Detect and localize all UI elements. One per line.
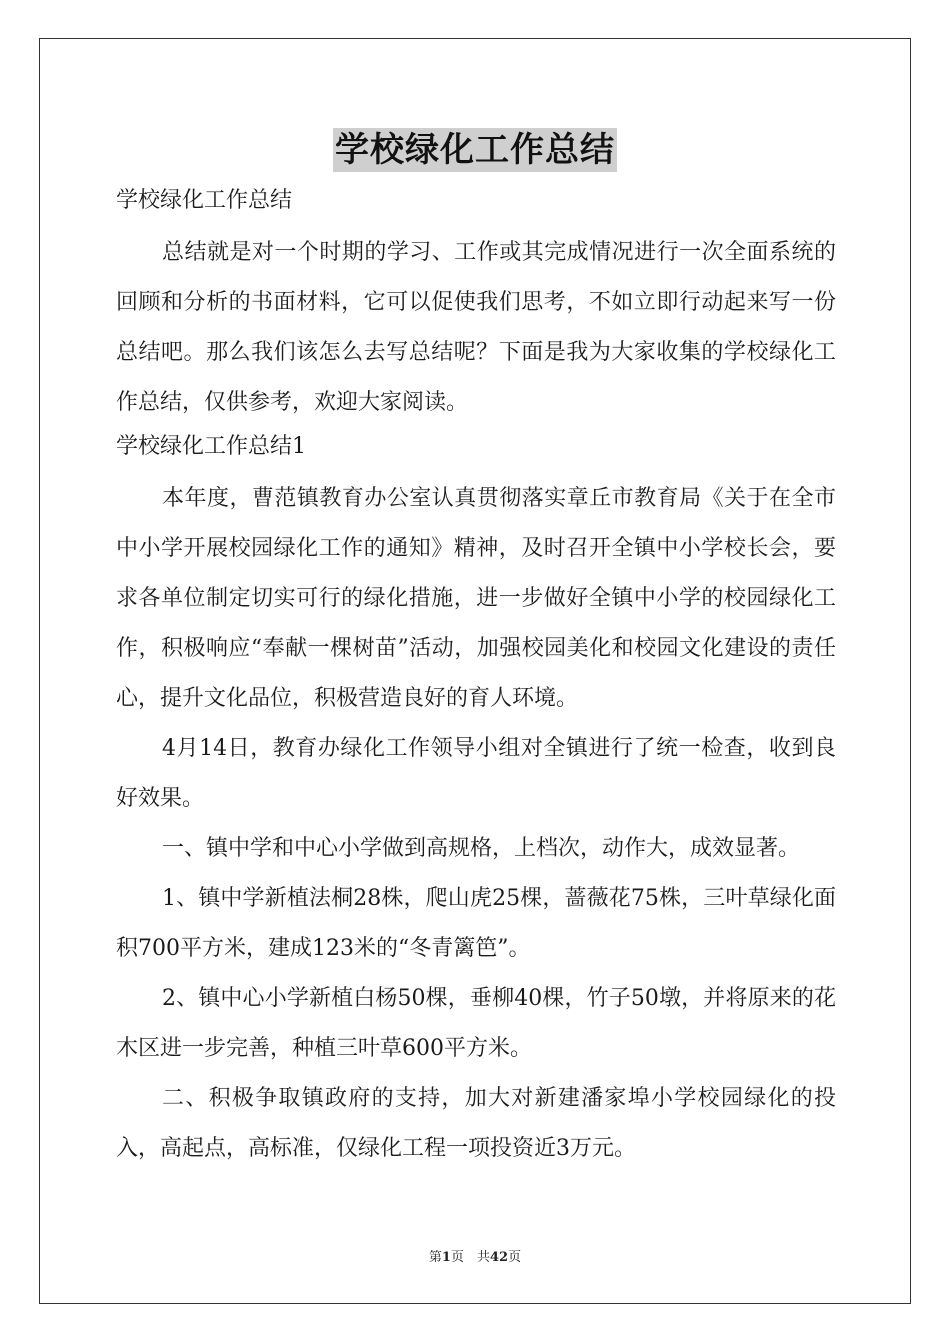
intro-paragraph: 总结就是对一个时期的学习、工作或其完成情况进行一次全面系统的回顾和分析的书面材料，它可以促使我们思考，不如立即行动起来写一份总结吧。那么我们该怎么去写总结呢？下面是我为大家收集的学校绿化工作总结，仅供参考，欢迎大家阅读。 [116,240,836,415]
document-body [116,186,836,1174]
subheading-intro: 学校绿化工作总结 [116,188,293,213]
footer-prefix: 第 [428,1250,442,1265]
footer-suffix: 页 [508,1250,522,1265]
paragraph-5: 2、镇中心小学新植白杨50棵，垂柳40棵，竹子50墩，并将原来的花木区进一步完善，种植三叶草600平方米。 [116,986,836,1061]
subheading-section-1: 学校绿化工作总结1 [116,434,306,459]
paragraph-3: 一、镇中学和中心小学做到高规格，上档次，动作大，成效显著。 [162,836,801,861]
paragraph-1: 本年度，曹范镇教育办公室认真贯彻落实章丘市教育局《关于在全市中小学开展校园绿化工作的通知》精神，及时召开全镇中小学校长会，要求各单位制定切实可行的绿化措施，进一步做好全镇中小学的校园绿化工作，积极响应“奉献一棵树苗”活动，加强校园美化和校园文化建设的责任心，提升文化品位，积极营造良好的育人环境。 [116,486,836,711]
paragraph-4: 1、镇中学新植法桐28株，爬山虎25棵，蔷薇花75株，三叶草绿化面积700平方米，建成123米的“冬青篱笆”。 [116,886,836,961]
title-container [0,128,950,172]
page-footer [0,1246,950,1265]
footer-mid: 页 共 [450,1250,490,1265]
footer-current-page: 1 [441,1250,451,1265]
footer-total-pages: 42 [489,1250,509,1265]
document-title: 学校绿化工作总结 [335,130,615,170]
paragraph-6: 二、积极争取镇政府的支持，加大对新建潘家埠小学校园绿化的投入，高起点，高标准，仅绿化工程一项投资近3万元。 [116,1086,836,1161]
paragraph-2: 4月14日，教育办绿化工作领导小组对全镇进行了统一检查，收到良好效果。 [116,736,836,811]
